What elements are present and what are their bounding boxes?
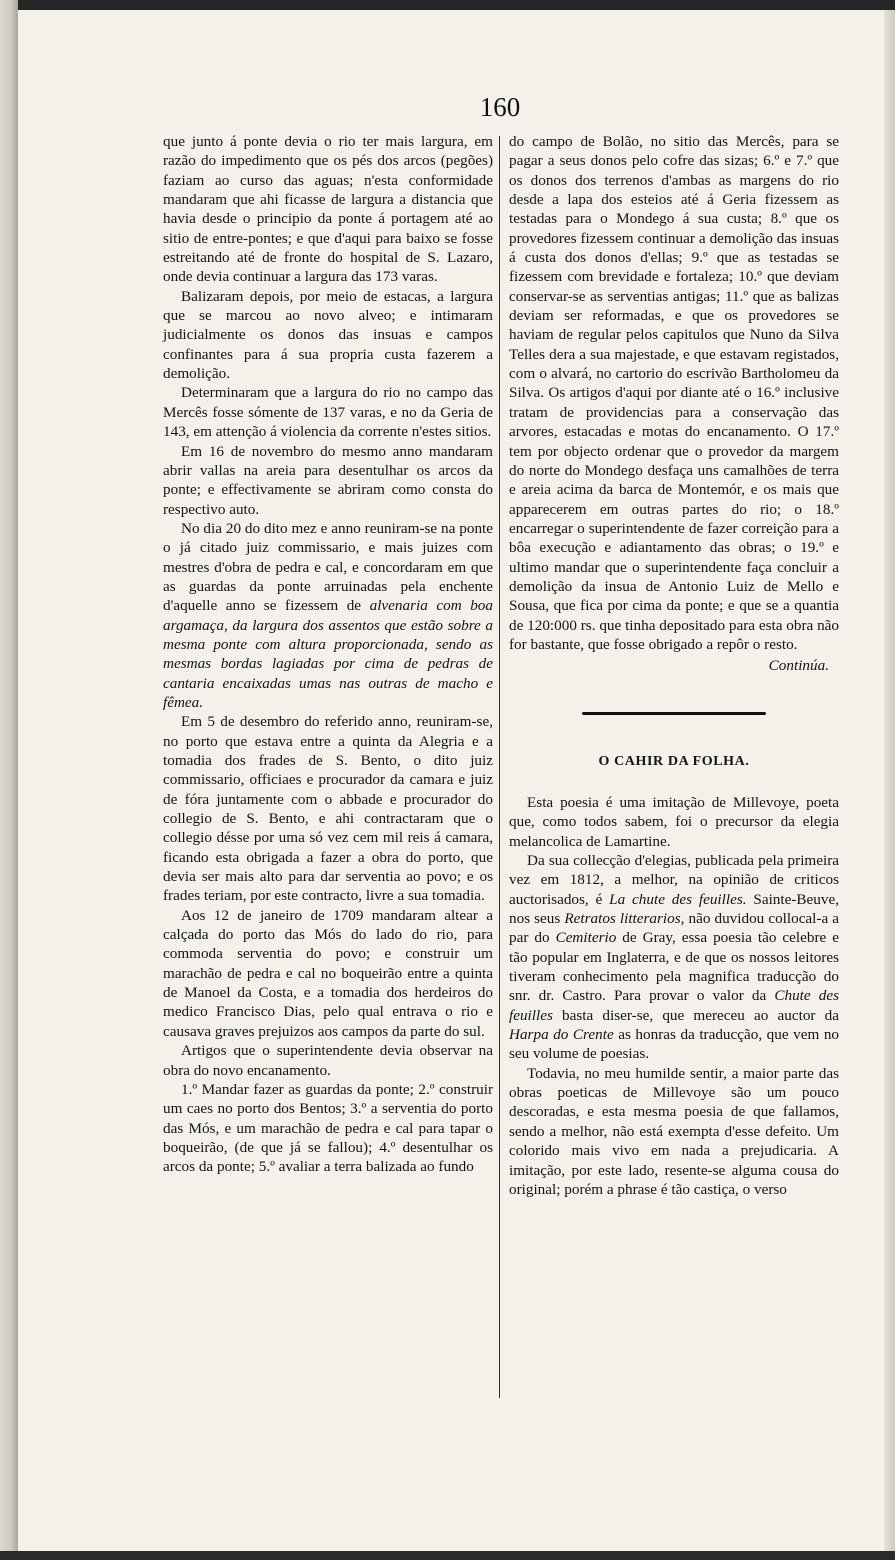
italic-title: Retratos litterarios, — [564, 910, 685, 928]
italic-title: Cemiterio — [555, 929, 617, 947]
paragraph: Esta poesia é uma imitação de Millevoye, poeta que, como todos sabem, foi o precursor da elegia melancolica de Lamartine. — [509, 793, 839, 850]
paragraph — [509, 851, 839, 1064]
page-right-edge — [884, 10, 895, 1551]
paragraph-text: não duvidou collocal-a a par do — [509, 910, 839, 947]
page-top-edge — [0, 0, 895, 10]
paragraph-text: No dia 20 do dito mez e anno reuniram-se na ponte o já citado juiz commissario, e mais juizes com mestres d'obra de pedra e cal, e concordaram em que as guardas da ponte arruinadas pela enchente d'aquelle anno se fizessem de — [163, 519, 493, 615]
paragraph-text: basta diser-se, que mereceu ao auctor da — [552, 1006, 839, 1024]
left-column — [163, 132, 493, 1177]
paragraph-text: Sainte-Beuve, nos seus — [509, 890, 839, 928]
paragraph: do campo de Bolão, no sitio das Mercês, para se pagar a seus donos pelo cofre das sizas; 6.º e 7.º que os donos dos terrenos d'ambas as margens do rio desde a lapa dos esteios até á Geria fizessem as testadas para o Mondego á sua custa; 8.º que os provedores fizessem continuar a demolição das insuas á custa dos donos d'ellas; 9.º que as testadas se fizessem com brevidade e fortaleza; 10.º que deviam conservar-se as serventias antigas; 11.º que as balizas deviam ser reformadas, e que os provedores se haviam de regular pelos capitulos que Nuno da Silva Telles dera a sua majestade, e que estavam registados, com o alvará, no cartorio do escrivão Bartholomeu da Silva. Os artigos d'aqui por diante até o 16.º inclusive tratam de providencias para a conservação das arvores, estacadas e motas do encanamento. O 17.º tem por objecto ordenar que o provedor da margem do norte do Mondego desfaça uns camalhões de terra e areia acima da barca de Montemór, e os mais que apparecerem em outras partes do rio; o 18.º encarregar o superintendente de fazer correição para a bôa execução e adiantamento das obras; o 19.º e ultimo mandar que o superintendente faça concluir a demolição da insua de Antonio Luiz de Mello e Sousa, que fica por cima da ponte; e que se a quantia de 120:000 rs. que tinha depositado para esta obra não for bastante, que fosse obrigado a repôr o resto. — [509, 133, 839, 653]
page-left-edge — [0, 0, 18, 1560]
continua-note: Continúa. — [768, 657, 829, 675]
paragraph — [163, 519, 493, 712]
paragraph: Em 16 de novembro do mesmo anno mandaram abrir vallas na areia para desentulhar os arcos da ponte; e effectivamente se abriram como consta do respectivo auto. — [163, 442, 493, 518]
italic-title: Harpa do Crente — [509, 1026, 614, 1044]
italic-quote: alvenaria com boa argamaça, da largura dos assentos que estão sobre a mesma ponte com altura proporcionada, sendo as mesmas bordas lagiadas por cima de pedras de cantaria encaixadas umas nas outras de macho e fêmea. — [163, 597, 493, 711]
paragraph: que junto á ponte devia o rio ter mais largura, em razão do impedimento que os pés dos arcos (pegões) faziam ao curso das aguas; n'esta conformidade mandaram que ahi ficasse de largura a distancia que havia desde o principio da ponte á portagem até ao sitio de entre-pontes; e que d'aqui para baixo se fosse estreitando até de fronte do hospital de S. Lazaro, onde devia continuar a largura das 173 varas. — [163, 133, 493, 286]
italic-title: Chute des feuilles — [509, 987, 839, 1024]
paragraph-text: Da sua collecção d'elegias, publicada pela primeira vez em 1812, a melhor, na opinião de criticos auctorisados, é — [509, 852, 839, 908]
section-rule — [582, 712, 766, 715]
paragraph-text: as honras da traducção, que vem no seu volume de poesias. — [509, 1026, 840, 1063]
paragraph: Aos 12 de janeiro de 1709 mandaram altear a calçada do porto das Mós do lado do rio, para commoda serventia do povo; e construir um marachão de pedra e cal no boqueirão entre a quinta de Manoel da Costa, e a tomadia dos herdeiros do medico Francisco Dias, pelo qual entrava o rio e causava graves prejuizos aos campos da parte do sul. — [163, 906, 493, 1040]
page-number: 160 — [479, 92, 521, 122]
paragraph: Em 5 de desembro do referido anno, reuniram-se, no porto que estava entre a quinta da Alegria e a tomadia dos frades de S. Bento, o dito juiz commissario, officiaes e procurador da camara e juiz de fóra juntamente com o abbade e procurador do collegio de S. Bento, e ahi contractaram que o collegio désse por uma só vez cem mil reis á camara, ficando esta obrigada a fazer a obra do porto, que devia ser mais alto para dar serventia ao povo; e os frades teriam, por este contracto, livre a sua tomadia. — [163, 713, 493, 905]
column-divider — [499, 136, 500, 1398]
right-column — [509, 132, 839, 1199]
paragraph: 1.º Mandar fazer as guardas da ponte; 2.º construir um caes no porto dos Bentos; 3.º a serventia do porto das Mós, e um marachão de pedra e cal para tapar o boqueirão, (de que já se fallou); 4.º desentulhar os arcos da ponte; 5.º avaliar a terra balizada ao fundo — [163, 1080, 493, 1176]
section-title: O CAHIR DA FOLHA. — [598, 753, 750, 769]
paragraph: Determinaram que a largura do rio no campo das Mercês fosse sómente de 137 varas, e no da Geria de 143, em attenção á violencia da corrente n'estes sitios. — [163, 384, 493, 441]
paragraph: Todavia, no meu humilde sentir, a maior parte das obras poeticas de Millevoye são um pouco descoradas, e esta mesma poesia de que fallamos, sendo a melhor, não está exempta d'esse defeito. Um colorido mais vivo em nada a prejudicaria. A imitação, por este lado, resente-se alguma cousa do original; porém a phrase é tão castiça, o verso — [509, 1064, 839, 1198]
italic-title: La chute des feuilles. — [609, 890, 747, 908]
paragraph: Artigos que o superintendente devia observar na obra do novo encanamento. — [163, 1042, 493, 1079]
paragraph-text: de Gray, essa poesia tão celebre e tão popular em Inglaterra, e de que os nossos leitores tiveram conhecimento pela magnifica traducção do snr. dr. Castro. Para provar o valor da — [509, 929, 839, 1005]
page-bottom-edge — [0, 1551, 895, 1560]
paragraph: Balizaram depois, por meio de estacas, a largura que se marcou ao novo alveo; e intimaram judicialmente os donos das insuas e campos confinantes para á sua propria custa fazerem a demolição. — [163, 287, 493, 383]
